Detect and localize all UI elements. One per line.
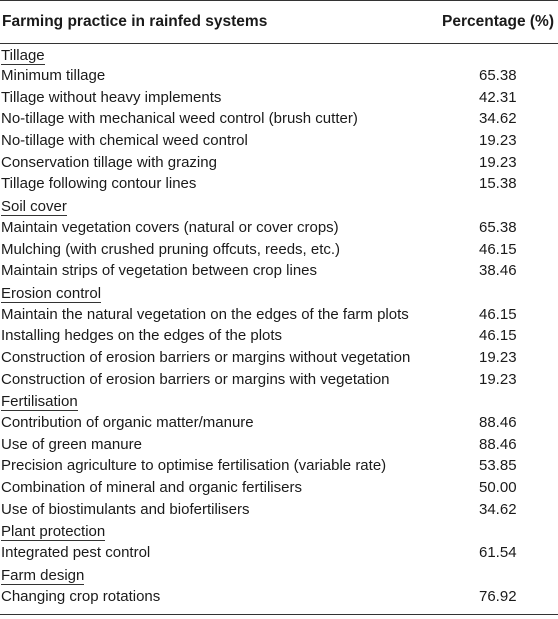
table-row <box>0 369 558 391</box>
percentage-value: 88.46 <box>479 414 517 432</box>
table-row <box>0 260 558 282</box>
table-row <box>0 586 558 608</box>
practice-label: Changing crop rotations <box>1 587 161 605</box>
percentage-value: 19.23 <box>479 153 517 171</box>
header-practice: Farming practice in rainfed systems <box>0 1 438 44</box>
section-cell <box>0 391 438 413</box>
percentage-value: 38.46 <box>479 262 517 280</box>
section-row <box>0 564 558 586</box>
table-row <box>0 477 558 499</box>
percentage-value: 42.31 <box>479 88 517 106</box>
section-title: Fertilisation <box>1 393 78 411</box>
table-row <box>0 347 558 369</box>
percentage-value: 65.38 <box>479 218 517 236</box>
percentage-value: 46.15 <box>479 240 517 258</box>
practice-label: Integrated pest control <box>1 544 151 562</box>
practice-label: Mulching (with crushed pruning offcuts, reeds, etc.) <box>1 240 341 258</box>
practice-label: Maintain vegetation covers (natural or cover crops) <box>1 218 339 236</box>
practice-label: Combination of mineral and organic fertilisers <box>1 479 302 497</box>
practice-label: Use of biostimulants and biofertilisers <box>1 500 250 518</box>
percentage-value: 46.15 <box>479 327 517 345</box>
section-row <box>0 282 558 304</box>
section-row <box>0 391 558 413</box>
practice-label: Installing hedges on the edges of the plots <box>1 327 283 345</box>
table-row <box>0 174 558 196</box>
practice-label: Maintain the natural vegetation on the edges of the farm plots <box>1 305 409 323</box>
practice-label: No-tillage with chemical weed control <box>1 132 248 150</box>
header-percentage: Percentage (%) <box>438 1 558 44</box>
percentage-value: 53.85 <box>479 457 517 475</box>
section-cell <box>0 195 438 217</box>
table-body <box>0 44 558 608</box>
section-title: Erosion control <box>1 284 102 302</box>
table-row <box>0 434 558 456</box>
section-empty-cell <box>438 391 558 413</box>
table-row <box>0 542 558 564</box>
percentage-value: 61.54 <box>479 544 517 562</box>
table-row <box>0 499 558 521</box>
percentage-value: 34.62 <box>479 500 517 518</box>
section-title: Soil cover <box>1 198 67 216</box>
practice-label: Construction of erosion barriers or margins with vegetation <box>1 370 390 388</box>
percentage-value: 50.00 <box>479 479 517 497</box>
percentage-value: 46.15 <box>479 305 517 323</box>
table-row <box>0 325 558 347</box>
section-empty-cell <box>438 195 558 217</box>
practice-label: Tillage without heavy implements <box>1 88 222 106</box>
percentage-value: 65.38 <box>479 67 517 85</box>
table-row <box>0 65 558 87</box>
section-title: Tillage <box>1 46 45 64</box>
practice-label: No-tillage with mechanical weed control (brush cutter) <box>1 110 358 128</box>
section-empty-cell <box>438 282 558 304</box>
percentage-value: 88.46 <box>479 435 517 453</box>
table-bottom-rule <box>0 614 558 615</box>
percentage-value: 19.23 <box>479 132 517 150</box>
practice-label: Minimum tillage <box>1 67 106 85</box>
section-empty-cell <box>438 521 558 543</box>
practice-label: Contribution of organic matter/manure <box>1 414 254 432</box>
section-title: Farm design <box>1 566 85 584</box>
table-row <box>0 109 558 131</box>
section-cell <box>0 521 438 543</box>
section-row <box>0 521 558 543</box>
table-row <box>0 130 558 152</box>
section-cell <box>0 282 438 304</box>
practice-label: Maintain strips of vegetation between crop lines <box>1 262 318 280</box>
percentage-value: 19.23 <box>479 348 517 366</box>
table-header-row <box>0 1 558 44</box>
section-row <box>0 195 558 217</box>
practice-label: Construction of erosion barriers or margins without vegetation <box>1 348 411 366</box>
percentage-value: 76.92 <box>479 587 517 605</box>
practice-label: Precision agriculture to optimise fertilisation (variable rate) <box>1 457 387 475</box>
table-row <box>0 87 558 109</box>
table-row <box>0 412 558 434</box>
practice-label: Use of green manure <box>1 435 142 453</box>
practice-label: Tillage following contour lines <box>1 175 197 193</box>
percentage-value: 19.23 <box>479 370 517 388</box>
table-row <box>0 456 558 478</box>
table-row <box>0 239 558 261</box>
section-title: Plant protection <box>1 523 106 541</box>
practice-label: Conservation tillage with grazing <box>1 153 217 171</box>
table-row <box>0 304 558 326</box>
section-empty-cell <box>438 564 558 586</box>
table-row <box>0 217 558 239</box>
section-empty-cell <box>438 44 558 66</box>
percentage-value: 34.62 <box>479 110 517 128</box>
section-row <box>0 44 558 66</box>
table-row <box>0 152 558 174</box>
section-cell <box>0 44 438 66</box>
percentage-value: 15.38 <box>479 175 517 193</box>
section-cell <box>0 564 438 586</box>
